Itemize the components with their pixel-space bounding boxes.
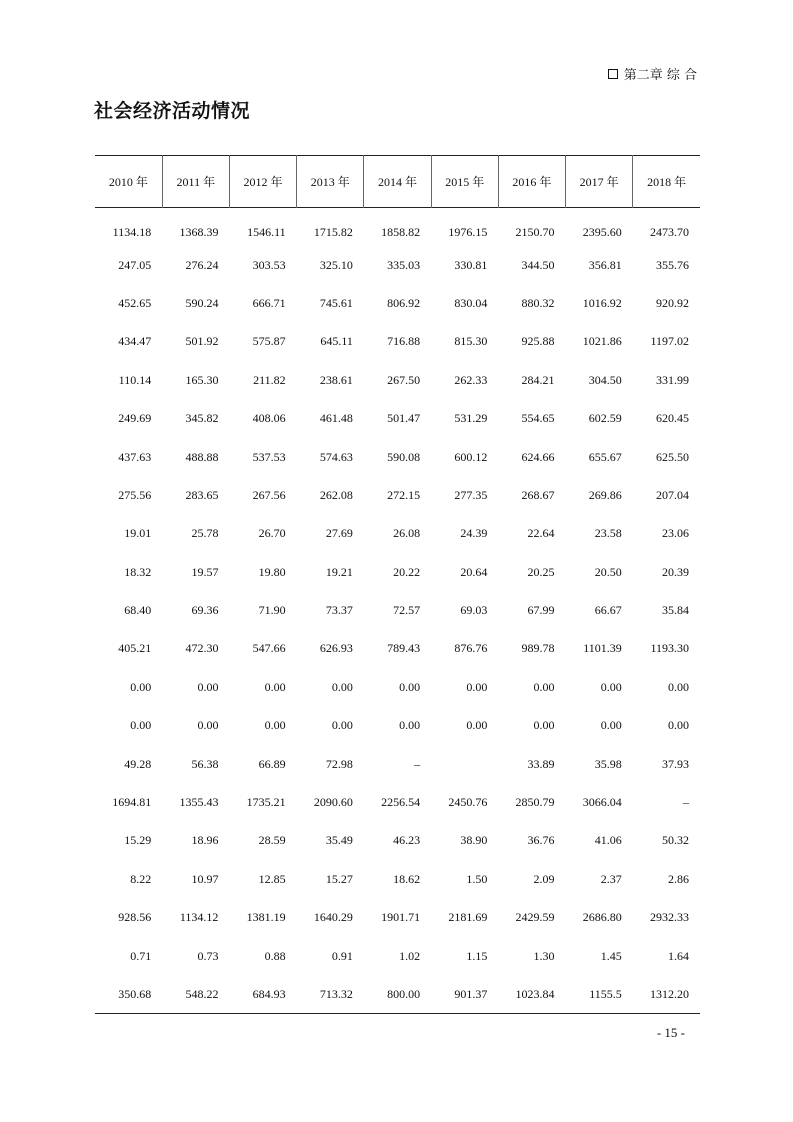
table-cell: 36.76: [527, 833, 555, 848]
table-row: [95, 246, 700, 284]
table-cell: 0.00: [197, 718, 219, 733]
data-table-container: [95, 155, 700, 1014]
table-cell: 554.65: [521, 411, 555, 426]
table-cell: 267.56: [252, 487, 286, 502]
table-cell: 575.87: [252, 334, 286, 349]
table-cell: 2090.60: [313, 795, 353, 810]
table-cell: 69.03: [460, 603, 488, 618]
table-cell: 0.00: [331, 679, 353, 694]
table-cell: 928.56: [118, 910, 152, 925]
table-cell: 247.05: [118, 257, 152, 272]
table-cell: 25.78: [191, 526, 219, 541]
table-cell: 275.56: [118, 487, 152, 502]
table-cell: 276.24: [185, 257, 219, 272]
column-header: 2013 年: [297, 156, 364, 208]
table-cell: 72.98: [325, 756, 353, 771]
table-cell: 1023.84: [515, 986, 555, 1001]
table-cell: 0.00: [130, 718, 152, 733]
table-cell: 1381.19: [246, 910, 286, 925]
table-cell: 713.32: [319, 986, 353, 1001]
table-cell: 283.65: [185, 487, 219, 502]
table-cell: 0.00: [399, 718, 421, 733]
table-cell: 0.00: [130, 679, 152, 694]
table-header: [95, 156, 700, 208]
table-cell: 267.50: [387, 372, 421, 387]
table-cell: 19.01: [124, 526, 152, 541]
table-cell: 284.21: [521, 372, 555, 387]
table-cell: 345.82: [185, 411, 219, 426]
table-cell: 2429.59: [515, 910, 555, 925]
table-cell: 0.00: [600, 679, 622, 694]
table-cell: 2256.54: [381, 795, 421, 810]
table-cell: 1694.81: [112, 795, 152, 810]
table-row: [95, 208, 700, 246]
table-cell: 2450.76: [448, 795, 488, 810]
table-cell: 15.29: [124, 833, 152, 848]
table-row: [95, 745, 700, 783]
table-cell: 548.22: [185, 986, 219, 1001]
table-cell: 37.93: [662, 756, 689, 771]
table-cell: 789.43: [387, 641, 421, 656]
column-header: 2012 年: [229, 156, 296, 208]
table-cell: 0.00: [331, 718, 353, 733]
column-header: 2017 年: [566, 156, 633, 208]
page-title: 社会经济活动情况: [94, 100, 251, 122]
table-row: [95, 822, 700, 860]
table-cell: 35.98: [594, 756, 622, 771]
table-cell: 0.00: [600, 718, 622, 733]
table-cell: 1546.11: [247, 225, 286, 240]
table-cell: –: [414, 756, 421, 771]
table-cell: 356.81: [588, 257, 622, 272]
table-cell: 0.00: [399, 679, 421, 694]
table-cell: 249.69: [118, 411, 152, 426]
table-cell: 269.86: [588, 487, 622, 502]
table-cell: 0.00: [668, 679, 689, 694]
table-cell: 437.63: [118, 449, 152, 464]
column-header: 2010 年: [108, 175, 148, 189]
table-cell: 1021.86: [582, 334, 622, 349]
table-row: [95, 438, 700, 476]
table-cell: 0.00: [533, 718, 555, 733]
table-cell: 1016.92: [582, 295, 622, 310]
table-cell: 1312.20: [650, 986, 689, 1001]
table-row: [95, 476, 700, 514]
table-cell: 620.45: [656, 411, 689, 426]
table-cell: 207.04: [656, 487, 689, 502]
table-cell: 211.82: [253, 372, 286, 387]
table-cell: 0.00: [466, 718, 488, 733]
table-cell: 716.88: [387, 334, 421, 349]
table-cell: 22.64: [527, 526, 555, 541]
table-cell: 1.15: [466, 948, 488, 963]
table-cell: 501.47: [387, 411, 421, 426]
table-cell: 2932.33: [650, 910, 689, 925]
table-row: [95, 783, 700, 821]
table-cell: 531.29: [454, 411, 488, 426]
table-cell: 501.92: [185, 334, 219, 349]
table-cell: 66.67: [594, 603, 622, 618]
table-cell: 277.35: [454, 487, 488, 502]
table-cell: 20.25: [527, 564, 555, 579]
table-cell: 625.50: [656, 449, 689, 464]
table-cell: 1155.5: [589, 986, 622, 1001]
table-cell: 41.06: [594, 833, 622, 848]
table-row: [95, 284, 700, 322]
table-cell: 0.00: [533, 679, 555, 694]
table-row: [95, 591, 700, 629]
table-cell: 590.08: [387, 449, 421, 464]
table-cell: 19.21: [325, 564, 353, 579]
table-cell: 69.36: [191, 603, 219, 618]
table-cell: 830.04: [454, 295, 488, 310]
table-cell: 2.37: [600, 871, 622, 886]
table-cell: 304.50: [588, 372, 622, 387]
table-cell: 18.62: [393, 871, 421, 886]
table-header-row: [95, 156, 700, 208]
table-cell: 33.89: [527, 756, 555, 771]
table-cell: 655.67: [588, 449, 622, 464]
table-row: [95, 668, 700, 706]
table-cell: 989.78: [521, 641, 555, 656]
table-cell: 20.64: [460, 564, 488, 579]
table-cell: 262.08: [319, 487, 353, 502]
table-cell: [431, 745, 498, 783]
column-header: 2018 年: [633, 156, 700, 208]
table-cell: 26.70: [258, 526, 286, 541]
table-cell: 602.59: [588, 411, 622, 426]
table-cell: 8.22: [130, 871, 152, 886]
table-cell: 10.97: [191, 871, 219, 886]
table-cell: 901.37: [454, 986, 488, 1001]
table-cell: 2850.79: [515, 795, 555, 810]
table-cell: 0.00: [264, 679, 286, 694]
table-cell: 0.73: [197, 948, 219, 963]
table-cell: 330.81: [454, 257, 488, 272]
table-cell: 20.22: [393, 564, 421, 579]
data-table: [95, 155, 700, 1014]
table-cell: 20.39: [662, 564, 689, 579]
table-cell: 1.50: [466, 871, 488, 886]
table-cell: 335.03: [387, 257, 421, 272]
table-cell: 1134.12: [179, 910, 219, 925]
table-cell: 35.49: [325, 833, 353, 848]
table-cell: 23.06: [662, 526, 689, 541]
table-cell: 574.63: [319, 449, 353, 464]
table-cell: 1368.39: [179, 225, 219, 240]
table-cell: 46.23: [393, 833, 421, 848]
table-cell: 2150.70: [515, 225, 555, 240]
table-cell: 350.68: [118, 986, 152, 1001]
table-cell: 452.65: [118, 295, 152, 310]
table-row: [95, 630, 700, 668]
table-cell: 18.96: [191, 833, 219, 848]
table-cell: 238.61: [319, 372, 353, 387]
table-row: [95, 323, 700, 361]
table-cell: 68.40: [124, 603, 152, 618]
table-cell: 19.57: [191, 564, 219, 579]
table-cell: 73.37: [325, 603, 353, 618]
table-cell: 1101.39: [583, 641, 622, 656]
table-cell: 815.30: [454, 334, 488, 349]
table-cell: 745.61: [319, 295, 353, 310]
table-cell: 1640.29: [313, 910, 353, 925]
table-cell: 325.10: [319, 257, 353, 272]
table-cell: 27.69: [325, 526, 353, 541]
table-cell: 461.48: [319, 411, 353, 426]
table-row: [95, 860, 700, 898]
table-cell: 262.33: [454, 372, 488, 387]
column-header: 2016 年: [498, 156, 565, 208]
table-cell: 2686.80: [582, 910, 622, 925]
table-cell: 50.32: [662, 833, 689, 848]
column-header: 2015 年: [431, 156, 498, 208]
table-cell: 800.00: [387, 986, 421, 1001]
table-row: [95, 361, 700, 399]
table-cell: 488.88: [185, 449, 219, 464]
table-cell: 408.06: [252, 411, 286, 426]
page-number: - 15 -: [656, 1025, 685, 1040]
table-cell: 19.80: [258, 564, 286, 579]
table-row: [95, 899, 700, 937]
table-cell: 303.53: [252, 257, 286, 272]
table-cell: 23.58: [594, 526, 622, 541]
table-cell: 2395.60: [582, 225, 622, 240]
table-cell: 1715.82: [313, 225, 353, 240]
square-icon: [608, 69, 618, 79]
table-cell: 28.59: [258, 833, 286, 848]
table-cell: 268.67: [521, 487, 555, 502]
table-cell: 624.66: [521, 449, 555, 464]
table-cell: 272.15: [387, 487, 421, 502]
table-cell: 0.71: [130, 948, 152, 963]
table-cell: 56.38: [191, 756, 219, 771]
table-cell: 2181.69: [448, 910, 488, 925]
table-row: [95, 399, 700, 437]
table-cell: 600.12: [454, 449, 488, 464]
table-cell: 1193.30: [650, 641, 689, 656]
table-cell: 405.21: [118, 641, 152, 656]
table-cell: 38.90: [460, 833, 488, 848]
table-cell: 1355.43: [179, 795, 219, 810]
table-cell: 806.92: [387, 295, 421, 310]
table-cell: 35.84: [662, 603, 689, 618]
column-header: 2011 年: [162, 156, 229, 208]
table-cell: 0.00: [197, 679, 219, 694]
table-cell: 15.27: [325, 871, 353, 886]
table-cell: 925.88: [521, 334, 555, 349]
table-cell: –: [683, 795, 689, 810]
table-row: [95, 515, 700, 553]
table-cell: 2.09: [533, 871, 555, 886]
table-cell: 1735.21: [246, 795, 286, 810]
table-row: [95, 975, 700, 1013]
table-cell: 920.92: [656, 295, 689, 310]
table-cell: 2473.70: [650, 225, 689, 240]
table-cell: 71.90: [258, 603, 286, 618]
table-cell: 49.28: [124, 756, 152, 771]
table-cell: 537.53: [252, 449, 286, 464]
table-cell: 1858.82: [381, 225, 421, 240]
table-cell: 26.08: [393, 526, 421, 541]
table-cell: 2.86: [668, 871, 689, 886]
table-cell: 645.11: [320, 334, 353, 349]
table-cell: 1.30: [533, 948, 555, 963]
table-cell: 344.50: [521, 257, 555, 272]
table-cell: 590.24: [185, 295, 219, 310]
table-cell: 24.39: [460, 526, 488, 541]
table-cell: 165.30: [185, 372, 219, 387]
table-cell: 1976.15: [448, 225, 488, 240]
table-cell: 434.47: [118, 334, 152, 349]
table-cell: 626.93: [319, 641, 353, 656]
table-cell: 1.45: [600, 948, 622, 963]
table-body: [95, 208, 700, 1014]
table-row: [95, 707, 700, 745]
table-row: [95, 553, 700, 591]
table-cell: 1.64: [668, 948, 689, 963]
table-cell: 110.14: [118, 372, 152, 387]
table-cell: 12.85: [258, 871, 286, 886]
table-row: [95, 937, 700, 975]
table-cell: 1197.02: [650, 334, 689, 349]
table-cell: 331.99: [656, 372, 689, 387]
table-cell: 0.00: [264, 718, 286, 733]
table-cell: 0.91: [331, 948, 353, 963]
table-cell: 67.99: [527, 603, 555, 618]
table-cell: 684.93: [252, 986, 286, 1001]
table-cell: 0.00: [668, 718, 689, 733]
table-cell: 18.32: [124, 564, 152, 579]
chapter-label: 第二章 综 合: [623, 68, 697, 83]
table-cell: 3066.04: [582, 795, 622, 810]
table-cell: 876.76: [454, 641, 488, 656]
table-cell: 0.00: [466, 679, 488, 694]
table-cell: 547.66: [252, 641, 286, 656]
table-cell: 20.50: [594, 564, 622, 579]
table-cell: 72.57: [393, 603, 421, 618]
table-cell: 0.88: [264, 948, 286, 963]
table-cell: 66.89: [258, 756, 286, 771]
table-cell: 1.02: [399, 948, 421, 963]
table-cell: 355.76: [656, 257, 689, 272]
table-cell: 880.32: [521, 295, 555, 310]
table-cell: 1901.71: [381, 910, 421, 925]
table-cell: 1134.18: [112, 225, 152, 240]
column-header: 2014 年: [364, 156, 431, 208]
table-cell: 472.30: [185, 641, 219, 656]
table-cell: 666.71: [252, 295, 286, 310]
chapter-header: [608, 64, 697, 83]
